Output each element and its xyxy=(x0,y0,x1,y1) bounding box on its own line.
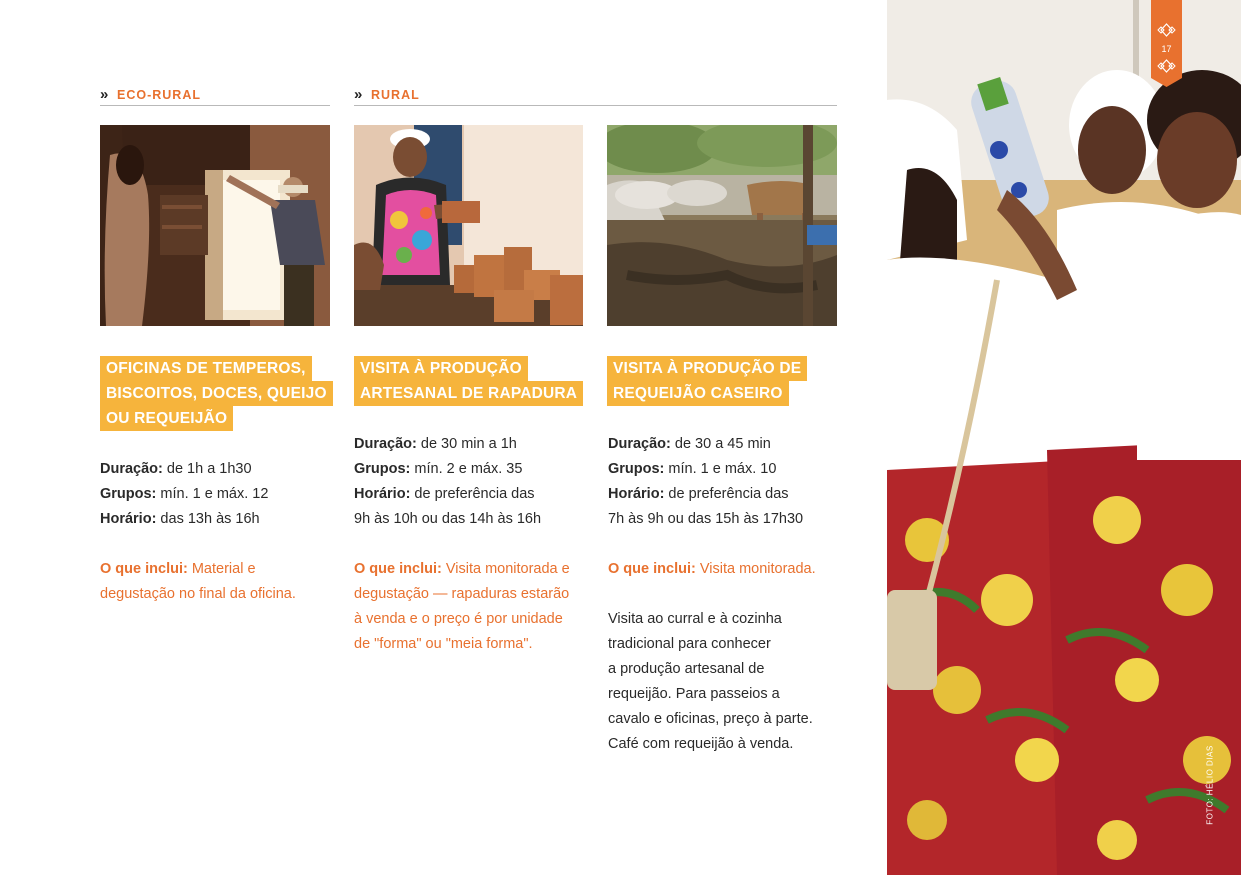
detail-horario: Horário: das 13h às 16h xyxy=(100,511,260,527)
photo-credit: FOTO: HÉLIO DIAS xyxy=(1205,745,1215,825)
detail-horario: Horário: de preferência das xyxy=(354,486,535,502)
description-requeijao: Visita ao curral e à cozinha tradicional para conhecer a produção artesanal de requeijão. Para passeios a cavalo e oficinas, preço à parte. Café com requeijão à venda. xyxy=(608,611,813,752)
photo-women-in-skirts xyxy=(887,0,1241,875)
activity-details-oficinas xyxy=(100,457,340,532)
photo-corral xyxy=(607,125,837,326)
page-number: 17 xyxy=(1161,44,1172,54)
detail-grupos: Grupos: mín. 1 e máx. 12 xyxy=(100,486,269,502)
section-label-rural xyxy=(354,86,837,106)
title-line: OU REQUEIJÃO xyxy=(100,406,233,431)
chevron-icon: » xyxy=(100,86,109,103)
detail-grupos: Grupos: mín. 1 e máx. 10 xyxy=(608,461,777,477)
includes-oficinas: O que inclui: Material e degustação no final da oficina. xyxy=(100,561,296,602)
activity-details-requeijao xyxy=(608,432,848,532)
section-title: RURAL xyxy=(371,88,420,102)
detail-horario-cont: 7h às 9h ou das 15h às 17h30 xyxy=(608,511,804,527)
detail-horario: Horário: de preferência das xyxy=(608,486,789,502)
detail-duracao: Duração: de 30 min a 1h xyxy=(354,436,517,452)
photo-rapadura xyxy=(354,125,583,326)
activity-details-rapadura xyxy=(354,432,594,532)
photo-doorway xyxy=(100,125,330,326)
title-line: REQUEIJÃO CASEIRO xyxy=(607,381,789,406)
activity-title-oficinas xyxy=(100,356,340,431)
detail-duracao: Duração: de 1h a 1h30 xyxy=(100,461,252,477)
detail-duracao: Duração: de 30 a 45 min xyxy=(608,436,771,452)
title-line: VISITA À PRODUÇÃO xyxy=(354,356,528,381)
includes-rapadura: O que inclui: Visita monitorada e degustação — rapaduras estarão à venda e o preço é por unidade de "forma" ou "meia forma". xyxy=(354,561,570,652)
title-line: ARTESANAL DE RAPADURA xyxy=(354,381,583,406)
title-line: BISCOITOS, DOCES, QUEIJO xyxy=(100,381,333,406)
detail-horario-cont: 9h às 10h ou das 14h às 16h xyxy=(354,511,542,527)
title-line: OFICINAS DE TEMPEROS, xyxy=(100,356,312,381)
section-label-eco-rural xyxy=(100,86,330,106)
includes-requeijao: O que inclui: Visita monitorada. xyxy=(608,561,816,577)
activity-title-requeijao xyxy=(607,356,847,406)
chevron-icon: » xyxy=(354,86,363,103)
detail-grupos: Grupos: mín. 2 e máx. 35 xyxy=(354,461,523,477)
title-line: VISITA À PRODUÇÃO DE xyxy=(607,356,807,381)
activity-title-rapadura xyxy=(354,356,594,406)
section-title: ECO-RURAL xyxy=(117,88,201,102)
